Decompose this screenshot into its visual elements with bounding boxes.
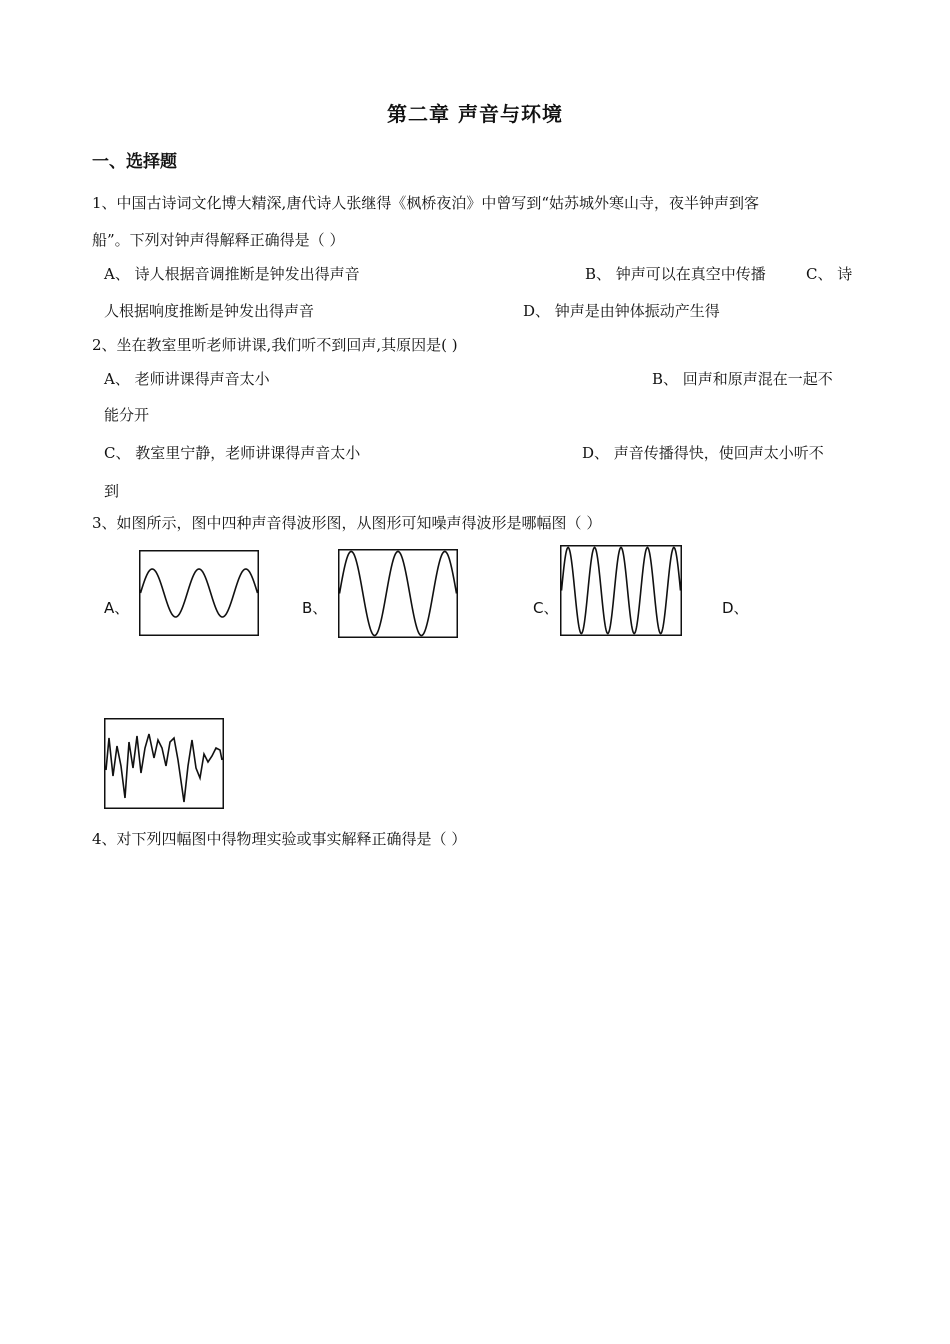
q1-option-c-end: 人根据响度推断是钟发出得声音	[104, 302, 315, 320]
q2-option-b-start: B、 回声和原声混在一起不	[652, 370, 833, 388]
q3-stem: 3、如图所示，图中四种声音得波形图，从图形可知噪声得波形是哪幅图（ ）	[92, 514, 602, 532]
q3-label-b: B、	[302, 599, 328, 617]
q2-option-c: C、 教室里宁静，老师讲课得声音太小	[104, 444, 361, 462]
q3-label-d: D、	[722, 599, 749, 617]
q2-option-a: A、 老师讲课得声音太小	[104, 370, 270, 388]
section-heading: 一、选择题	[92, 152, 177, 172]
waveform-d-noise	[104, 718, 224, 809]
q2-stem: 2、坐在教室里听老师讲课,我们听不到回声,其原因是( )	[92, 336, 458, 354]
q3-label-c: C、	[533, 599, 559, 617]
q1-option-d: D、 钟声是由钟体振动产生得	[523, 302, 720, 320]
q4-stem: 4、对下列四幅图中得物理实验或事实解释正确得是（ ）	[92, 830, 467, 848]
q3-label-a: A、	[104, 599, 130, 617]
waveform-b	[338, 549, 458, 638]
q2-option-d-end: 到	[104, 482, 120, 500]
waveform-c	[560, 545, 682, 636]
q1-option-b: B、 钟声可以在真空中传播	[585, 265, 766, 283]
q2-option-b-end: 能分开	[104, 406, 150, 424]
q1-stem-line2: 船”。下列对钟声得解释正确得是（ ）	[92, 231, 345, 249]
q1-option-a: A、 诗人根据音调推断是钟发出得声音	[104, 265, 360, 283]
waveform-a	[139, 550, 259, 636]
page-title: 第二章 声音与环境	[387, 102, 563, 126]
q1-option-c-start: C、 诗	[806, 265, 853, 283]
q1-stem-line1: 1、中国古诗词文化博大精深,唐代诗人张继得《枫桥夜泊》中曾写到“姑苏城外寒山寺，夜半钟声到客	[92, 194, 759, 212]
q2-option-d-start: D、 声音传播得快，使回声太小听不	[582, 444, 824, 462]
